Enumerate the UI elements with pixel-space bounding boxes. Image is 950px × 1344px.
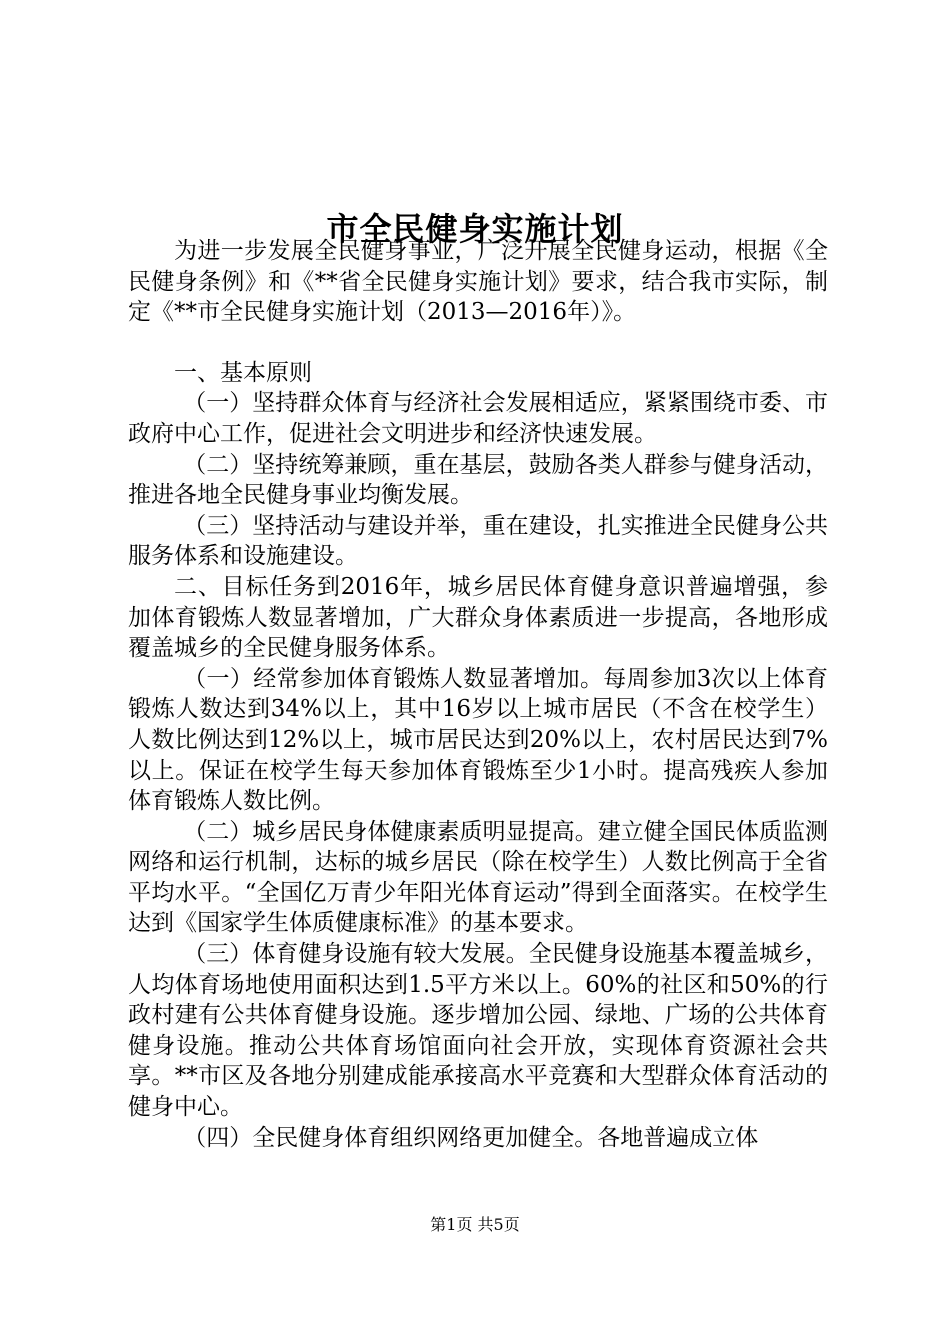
goal-paragraph: （一）经常参加体育锻炼人数显著增加。每周参加3次以上体育锻炼人数达到34%以上，其中16岁以上城市居民（不含在校学生）人数比例达到12%以上，城市居民达到20%以上，农村居民达到7%以上。保证在校学生每天参加体育锻炼至少1小时。提高残疾人参加体育锻炼人数比例。 bbox=[128, 665, 828, 815]
page-number-footer: 第1页 共5页 bbox=[430, 1215, 520, 1234]
paragraph-spacer bbox=[128, 328, 828, 358]
principle-paragraph: （二）坚持统筹兼顾，重在基层，鼓励各类人群参与健身活动，推进各地全民健身事业均衡发展。 bbox=[128, 451, 828, 509]
document-body bbox=[128, 236, 828, 1153]
section-heading-principles: 一、基本原则 bbox=[174, 359, 312, 386]
goal-paragraph: （四）全民健身体育组织网络更加健全。各地普遍成立体 bbox=[183, 1124, 759, 1151]
goal-paragraph: （三）体育健身设施有较大发展。全民健身设施基本覆盖城乡，人均体育场地使用面积达到1.5平方米以上。60%的社区和50%的行政村建有公共体育健身设施。逐步增加公园、绿地、广场的公共体育健身设施。推动公共体育场馆面向社会开放，实现体育资源社会共享。**市区及各地分别建成能承接高水平竞赛和大型群众体育活动的健身中心。 bbox=[128, 941, 828, 1121]
principle-paragraph: （一）坚持群众体育与经济社会发展相适应，紧紧围绕市委、市政府中心工作，促进社会文明进步和经济快速发展。 bbox=[128, 390, 828, 447]
goal-paragraph: （二）城乡居民身体健康素质明显提高。建立健全国民体质监测网络和运行机制，达标的城乡居民（除在校学生）人数比例高于全省平均水平。“全国亿万青少年阳光体育运动”得到全面落实。在校学生达到《国家学生体质健康标准》的基本要求。 bbox=[128, 818, 828, 937]
intro-paragraph: 为进一步发展全民健身事业，广泛开展全民健身运动，根据《全民健身条例》和《**省全民健身实施计划》要求，结合我市实际，制定《**市全民健身实施计划（2013—2016年）》。 bbox=[128, 238, 828, 326]
principle-paragraph: （三）坚持活动与建设并举，重在建设，扎实推进全民健身公共服务体系和设施建设。 bbox=[128, 512, 828, 570]
document-title: 市全民健身实施计划 bbox=[326, 210, 624, 249]
section-paragraph-goals: 二、目标任务到2016年，城乡居民体育健身意识普遍增强，参加体育锻炼人数显著增加，广大群众身体素质进一步提高，各地形成覆盖城乡的全民健身服务体系。 bbox=[128, 573, 828, 662]
